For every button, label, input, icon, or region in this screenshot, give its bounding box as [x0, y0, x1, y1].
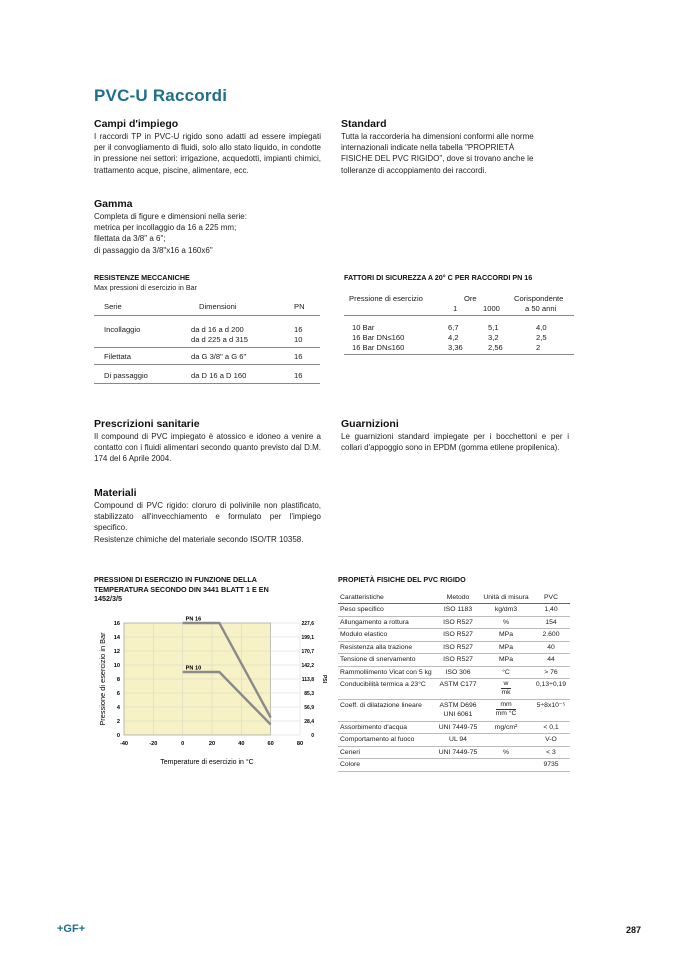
resistenze-subcaption: Max pressioni di esercizio in Bar	[94, 283, 198, 292]
cell	[480, 759, 532, 772]
y2-tick-label: 142,2	[301, 663, 314, 669]
prescrizioni-text: Il compound di PVC impiegato è atossico e idoneo a venire a contatto con i fluidi alimentari secondo quanto previsto dal D.M. 174 del 6 Aprile 2004.	[94, 432, 321, 464]
fraction-numerator: mm	[496, 701, 517, 710]
cell: Rammollimento Vicat con 5 kg	[338, 666, 436, 679]
y2-tick-label: 170,7	[301, 649, 314, 655]
table-row	[94, 365, 320, 384]
x-tick-label: 40	[238, 741, 245, 747]
gamma-heading: Gamma	[94, 198, 133, 210]
standard-line: internazionali indicate nella tabella "PROPRIETÀ	[341, 143, 515, 153]
table-row	[338, 629, 570, 642]
resistenze-table	[94, 302, 320, 384]
cell: ISO R527	[436, 641, 480, 654]
cell: ISO R527	[436, 654, 480, 667]
guarnizioni-heading: Guarnizioni	[341, 418, 399, 430]
fraction-denominator: mm °C	[495, 709, 517, 717]
cell: kg/dm3	[480, 604, 532, 617]
page-number: 287	[626, 925, 642, 935]
fattori-caption: FATTORI DI SICUREZZA A 20° C PER RACCORDI PN 16	[344, 273, 533, 282]
cell: 3,2	[488, 333, 499, 342]
cell: 2	[536, 343, 541, 352]
cell: 2,56	[488, 343, 503, 352]
cell: %	[480, 746, 532, 759]
cell: %	[480, 616, 532, 629]
col-header: Ore	[464, 294, 477, 303]
standard-line: tolleranze di accoppiamento dei raccordi.	[341, 165, 487, 175]
col-header: PN	[294, 302, 305, 311]
col-header: Caratteristiche	[338, 594, 436, 604]
cell: 16	[294, 352, 303, 361]
cell: da d 225 a d 315	[191, 335, 249, 344]
x-tick-label: 60	[267, 741, 274, 747]
table-row	[338, 746, 570, 759]
x-tick-label: 0	[181, 741, 185, 747]
table-row	[344, 323, 574, 333]
chart-caption	[94, 575, 324, 604]
cell: da G 3/8" a G 6"	[191, 352, 247, 361]
cell: ISO R527	[436, 616, 480, 629]
materiali-text	[94, 500, 321, 545]
proprieta-caption: PROPIETÀ FISICHE DEL PVC RIGIDO	[338, 575, 466, 584]
page-title: PVC-U Raccordi	[94, 86, 228, 105]
y2-tick-label: 28,4	[304, 719, 314, 725]
cell: Tensione di snervamento	[338, 654, 436, 667]
x-tick-label: -20	[149, 741, 158, 747]
cell: Di passaggio	[104, 371, 148, 380]
y2-axis-label: PSI	[321, 674, 327, 684]
table-row	[338, 734, 570, 747]
cell: Colore	[338, 759, 436, 772]
cell: Coeff. di dilatazione lineare	[338, 699, 436, 721]
y-tick-label: 6	[116, 691, 120, 697]
cell: Comportamento al fuoco	[338, 734, 436, 747]
cell: Conducibilità termica a 23°C	[338, 679, 436, 700]
cell: 4,2	[448, 333, 459, 342]
cell: UL 94	[436, 734, 480, 747]
cell: < 3	[532, 746, 570, 759]
standard-text	[341, 131, 581, 176]
cell: °C	[480, 666, 532, 679]
cell: Resistenza alla trazione	[338, 641, 436, 654]
guarnizioni-text: Le guarnizioni standard impiegate per i bocchettoni e per i collari d'appoggio sono in EPDM (gomma etilene propilenica).	[341, 432, 569, 453]
y-tick-label: 8	[116, 677, 120, 683]
fraction-denominator: mk	[501, 689, 511, 696]
cell: Allungamento a rottura	[338, 616, 436, 629]
table-row	[338, 679, 570, 700]
y-tick-label: 14	[113, 635, 120, 641]
x-tick-label: 20	[208, 741, 216, 747]
cell-line: ASTM D696	[439, 701, 477, 709]
table-row	[338, 641, 570, 654]
cell: 2,5	[536, 333, 547, 342]
y-tick-label: 4	[116, 705, 120, 711]
cell	[480, 734, 532, 747]
cell: 5÷8x10⁻⁵	[532, 699, 570, 721]
chart-caption-line: PRESSIONI DI ESERCIZIO IN FUNZIONE DELLA	[94, 575, 257, 584]
col-header: Unità di misura	[480, 594, 532, 604]
cell: Peso specifico	[338, 604, 436, 617]
fraction	[496, 701, 517, 718]
cell: Modulo elastico	[338, 629, 436, 642]
materiali-heading: Materiali	[94, 487, 137, 499]
proprieta-table	[338, 594, 570, 772]
cell: 6,7	[448, 323, 459, 332]
standard-heading: Standard	[341, 118, 387, 130]
prescrizioni-heading: Prescrizioni sanitarie	[94, 418, 200, 430]
fattori-table	[344, 292, 574, 355]
cell: 1,40	[532, 604, 570, 617]
y-tick-label: 16	[113, 621, 120, 627]
gamma-text	[94, 211, 324, 256]
materiali-paragraph: Resistenze chimiche del materiale secondo ISO/TR 10358.	[94, 534, 304, 544]
col-header: Pressione di esercizio	[349, 294, 423, 303]
x-tick-label: -40	[119, 741, 129, 747]
pressure-temperature-chart	[94, 610, 334, 775]
cell: V-O	[532, 734, 570, 747]
table-row	[338, 699, 570, 721]
cell: Ceneri	[338, 746, 436, 759]
table-row	[94, 325, 320, 335]
chart-caption-line: TEMPERATURA SECONDO DIN 3441 BLATT 1 E EN	[94, 584, 269, 594]
cell	[436, 699, 480, 721]
x-axis-label: Temperature di esercizio in °C	[160, 759, 254, 766]
col-header: a 50 anni	[525, 304, 557, 313]
table-row	[344, 333, 574, 343]
col-header: 1	[453, 304, 458, 313]
col-header: Corispondente	[514, 294, 564, 303]
cell: Incollaggio	[104, 325, 141, 334]
col-header: Metodo	[436, 594, 480, 604]
table-row	[94, 348, 320, 365]
y2-ticks	[301, 621, 314, 739]
cell: 10	[294, 335, 303, 344]
series-label: PN 10	[185, 665, 202, 672]
cell: 3,36	[448, 343, 463, 352]
cell: 9735	[532, 759, 570, 772]
chart-caption-line: 1452/3/5	[94, 594, 122, 603]
cell: Assorbimento d'acqua	[338, 721, 436, 734]
cell	[94, 335, 191, 345]
x-tick-label: 80	[296, 741, 304, 747]
y-tick-label: 2	[116, 719, 120, 725]
cell: MPa	[480, 654, 532, 667]
cell: 40	[532, 641, 570, 654]
col-header: PVC	[532, 594, 570, 604]
standard-line: Tutta la raccorderia ha dimensioni conformi alle norme	[341, 132, 534, 141]
y2-tick-label: 199,1	[301, 635, 314, 641]
fraction-numerator: w	[501, 680, 510, 689]
table-row	[338, 654, 570, 667]
cell: ISO 1183	[436, 604, 480, 617]
cell: da d 16 a d 200	[191, 325, 244, 334]
fraction	[501, 680, 510, 697]
campi-text: I raccordi TP in PVC-U rigido sono adatti ad essere impiegati per il convogliamento di fluidi, solo allo stato liquido, in condotte in pressione nei settori: irrigazione, acquedotti, impianti chimici, trattamento acque, piscine, alimentare, ecc.	[94, 132, 321, 175]
y-tick-label: 12	[113, 649, 120, 655]
gf-logo: +GF+	[57, 923, 86, 935]
cell	[480, 699, 532, 721]
y2-tick-label: 85,3	[304, 691, 314, 697]
y2-tick-label: 0	[311, 733, 314, 739]
gamma-line: Completa di figure e dimensioni nella serie:	[94, 212, 247, 221]
y-ticks	[114, 621, 121, 739]
cell: Filettata	[104, 352, 132, 361]
y-axis-label: Pressione di esercizio in Bar	[98, 632, 107, 726]
series-label: PN 16	[185, 616, 202, 623]
gamma-line: filettata da 3/8" a 6";	[94, 234, 166, 244]
table-row	[338, 721, 570, 734]
cell: 16	[294, 325, 303, 334]
table-row	[338, 616, 570, 629]
cell: 2.600	[532, 629, 570, 642]
table-row	[338, 759, 570, 772]
x-ticks	[120, 741, 303, 747]
standard-line: FISICHE DEL PVC RIGIDO", dove si trovano anche le	[341, 154, 534, 164]
resistenze-caption: RESISTENZE MECCANICHE	[94, 273, 190, 282]
col-header: Serie	[104, 302, 122, 311]
cell: MPa	[480, 629, 532, 642]
cell: ASTM C177	[436, 679, 480, 700]
table-row	[94, 335, 320, 345]
y-tick-label: 10	[113, 663, 120, 669]
y-tick-label: 0	[116, 733, 120, 739]
cell: 16	[294, 371, 303, 380]
cell: 10 Bar	[352, 323, 375, 332]
cell: da D 16 a D 160	[191, 371, 247, 380]
cell: UNI 7449-75	[436, 721, 480, 734]
cell: ISO 306	[436, 666, 480, 679]
cell: 16 Bar DN≤160	[352, 343, 405, 352]
cell: < 0,1	[532, 721, 570, 734]
campi-heading: Campi d'impiego	[94, 118, 179, 130]
cell: mg/cm²	[480, 721, 532, 734]
cell: > 76	[532, 666, 570, 679]
gamma-line: di passaggio da 3/8"x16 a 160x6"	[94, 245, 213, 255]
cell: ISO R527	[436, 629, 480, 642]
cell: 5,1	[488, 323, 499, 332]
y2-tick-label: 227,6	[301, 621, 314, 627]
materiali-paragraph: Compound di PVC rigido: cloruro di polivinile non plastificato, stabilizzato all'invecchiamento e formulato per l'impiego specifico.	[94, 501, 321, 533]
cell: 154	[532, 616, 570, 629]
table-row	[338, 604, 570, 617]
cell: 4,0	[536, 323, 547, 332]
cell: 0,13÷0,19	[532, 679, 570, 700]
cell-line: UNI 6061	[443, 711, 473, 718]
cell: 16 Bar DN≤160	[352, 333, 405, 342]
cell	[480, 679, 532, 700]
col-header: Dimensioni	[199, 302, 237, 311]
cell	[436, 759, 480, 772]
cell: 44	[532, 654, 570, 667]
gamma-line: metrica per incollaggio da 16 a 225 mm;	[94, 223, 237, 233]
y2-tick-label: 113,8	[301, 677, 314, 683]
cell: UNI 7449-75	[436, 746, 480, 759]
table-row	[344, 343, 574, 353]
cell: MPa	[480, 641, 532, 654]
table-row	[338, 666, 570, 679]
col-header: 1000	[483, 304, 500, 313]
y2-tick-label: 56,9	[304, 705, 314, 711]
